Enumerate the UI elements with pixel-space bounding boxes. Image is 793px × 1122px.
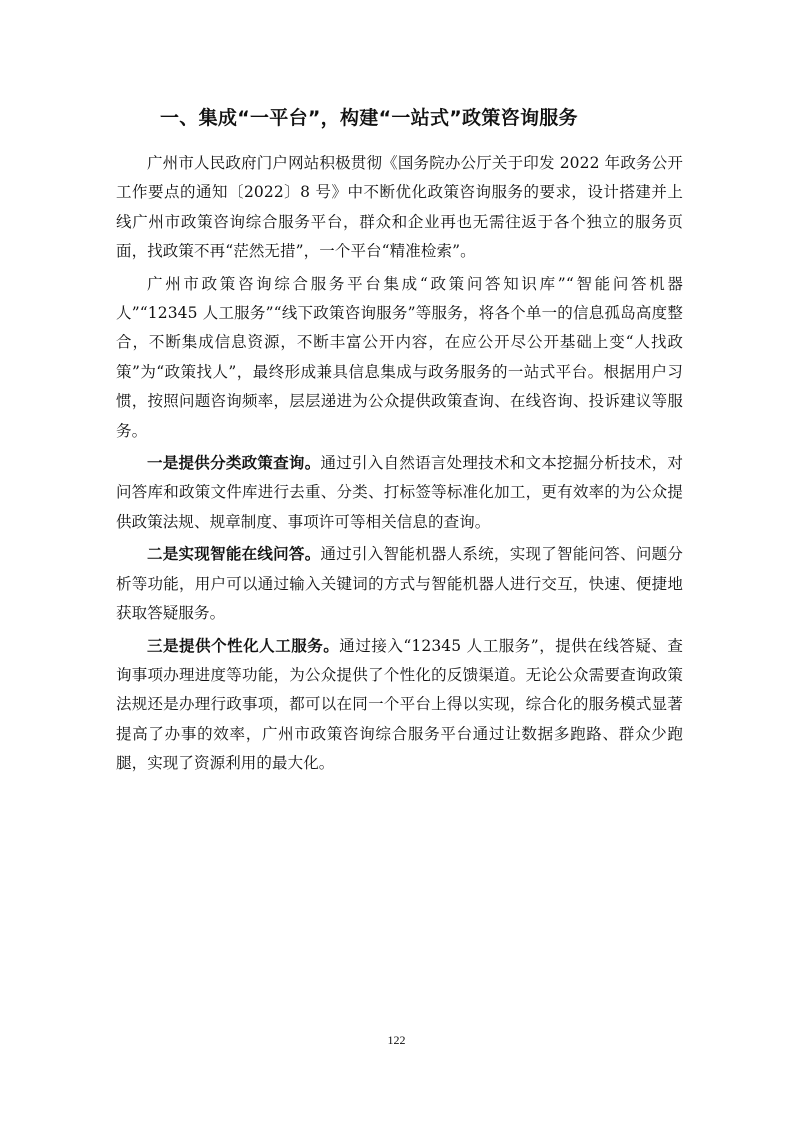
paragraph-lead: 一是提供分类政策查询。 <box>147 453 321 473</box>
paragraph-text: 通过引入智能机器人系统，实现了智能问答、问题分析等功能，用户可以通过输入关键词的方式与智能机器人进行交互，快速、便捷地获取答疑服务。 <box>116 545 683 623</box>
section-heading: 一、集成“一平台”，构建“一站式”政策咨询服务 <box>160 107 578 129</box>
paragraph-platform <box>116 269 683 446</box>
paragraph-text: 通过引入自然语言处理技术和文本挖掘分析技术，对问答库和政策文件库进行去重、分类、打标签等标准化加工，更有效率的为公众提供政策法规、规章制度、事项许可等相关信息的查询。 <box>116 454 683 531</box>
paragraph-intro <box>116 148 683 267</box>
body-text <box>116 148 683 781</box>
page-number: 122 <box>387 1033 406 1047</box>
paragraph-text: 广州市政策咨询综合服务平台集成“政策问答知识库”“智能问答机器人”“12345 人工服务”“线下政策咨询服务”等服务，将各个单一的信息孤岛高度整合，不断集成信息资源，不断丰富公开内容，在应公开尽公开基础上变“人找政策”为“政策找人”，最终形成兼具信息集成与政务服务的一站式平台。根据用户习惯，按照问题咨询频率，层层递进为公众提供政策查询、在线咨询、投诉建议等服务。 <box>116 274 683 440</box>
paragraph-lead: 二是实现智能在线问答。 <box>147 544 321 564</box>
paragraph-human-service <box>116 631 683 779</box>
paragraph-text: 通过接入“12345 人工服务”，提供在线答疑、查询事项办理进度等功能，为公众提供了个性化的反馈渠道。无论公众需要查询政策法规还是办理行政事项，都可以在同一个平台上得以实现，综合化的服务模式显著提高了办事的效率，广州市政策咨询综合服务平台通过让数据多跑路、群众少跑腿，实现了资源利用的最大化。 <box>116 636 684 773</box>
paragraph-text: 广州市人民政府门户网站积极贯彻《国务院办公厅关于印发 2022 年政务公开工作要点的通知〔2022〕8 号》中不断优化政策咨询服务的要求，设计搭建并上线广州市政策咨询综合服务平台，群众和企业再也无需往返于各个独立的服务页面，找政策不再“茫然无措”，一个平台“精准检索”。 <box>116 154 683 261</box>
paragraph-policy-query <box>116 448 683 537</box>
paragraph-smart-qa <box>116 539 683 628</box>
paragraph-lead: 三是提供个性化人工服务。 <box>147 635 340 655</box>
